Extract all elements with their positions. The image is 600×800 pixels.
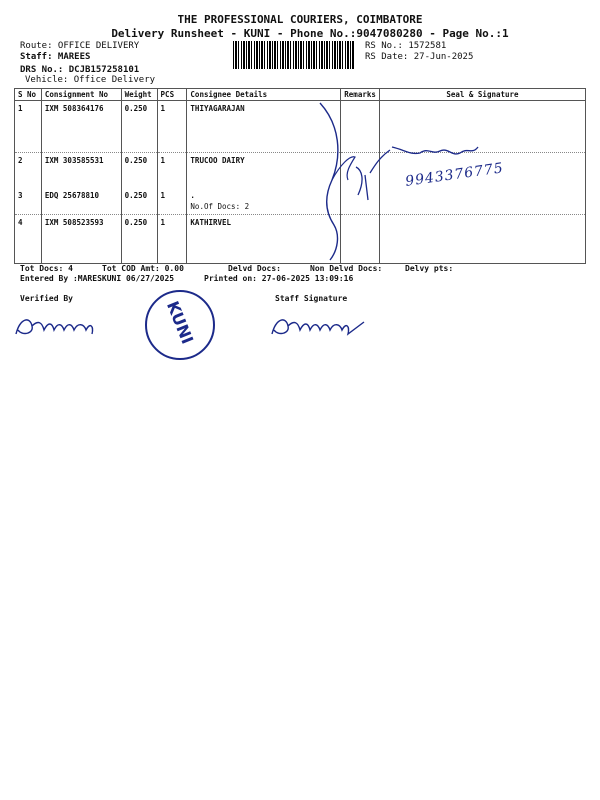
- rs-number: RS No.: 1572581: [365, 41, 447, 51]
- staff-signature-label: Staff Signature: [275, 294, 348, 303]
- cell-consignment: IXM 508523593: [41, 214, 121, 263]
- col-remarks: Remarks: [341, 89, 380, 101]
- verifier-signature: [12, 308, 102, 340]
- col-seal-signature: Seal & Signature: [379, 89, 585, 101]
- cell-consignee: KATHIRVEL: [187, 214, 341, 263]
- entered-by: Entered By :MARESKUNI 06/27/2025: [20, 274, 175, 283]
- barcode: [233, 41, 355, 69]
- cell-weight: 0.250: [121, 101, 157, 153]
- company-title: THE PROFESSIONAL COURIERS, COIMBATORE: [177, 13, 423, 26]
- col-consignee: Consignee Details: [187, 89, 341, 101]
- consignee-value: .: [190, 190, 195, 200]
- col-consignment: Consignment No: [41, 89, 121, 101]
- verified-by-label: Verified By: [20, 294, 73, 303]
- printed-on: Printed on: 27-06-2025 13:09:16: [204, 274, 354, 283]
- handwritten-phone: 9943376775: [404, 160, 505, 190]
- cell-weight: 0.250: [121, 188, 157, 215]
- staff-signature: [268, 308, 368, 340]
- no-of-docs: No.Of Docs: 2: [190, 201, 250, 211]
- staff-label: Staff: MAREES: [20, 52, 91, 62]
- cell-weight: 0.250: [121, 153, 157, 188]
- cell-sno: 1: [15, 101, 42, 153]
- cell-pcs: 1: [157, 101, 187, 153]
- col-pcs: PCS: [157, 89, 187, 101]
- cell-consignment: IXM 303585531: [41, 153, 121, 188]
- route-label: Route: OFFICE DELIVERY: [20, 41, 140, 51]
- cell-sno: 2: [15, 153, 42, 188]
- cell-pcs: 1: [157, 214, 187, 263]
- col-weight: Weight: [121, 89, 157, 101]
- cell-consignment: EDQ 25678810: [41, 188, 121, 215]
- total-cod: Tot COD Amt: 0.00: [102, 264, 184, 273]
- cell-pcs: 1: [157, 188, 187, 215]
- stamp-text: KUNI: [162, 298, 198, 347]
- runsheet-title: Delivery Runsheet - KUNI - Phone No.:9047080280 - Page No.:1: [111, 27, 509, 40]
- delivery-points: Delvy pts:: [405, 264, 454, 273]
- cell-sno: 3: [15, 188, 42, 215]
- cell-consignment: IXM 508364176: [41, 101, 121, 153]
- cell-consignee: TRUCOO DAIRY: [187, 153, 341, 188]
- rs-date: RS Date: 27-Jun-2025: [365, 52, 474, 62]
- cell-consignee: THIYAGARAJAN: [187, 101, 341, 153]
- cell-sno: 4: [15, 214, 42, 263]
- total-docs: Tot Docs: 4: [20, 264, 73, 273]
- vehicle-label: Vehicle: Office Delivery: [25, 75, 156, 85]
- non-delivered-docs: Non Delvd Docs:: [310, 264, 383, 273]
- delivered-docs: Delvd Docs:: [228, 264, 281, 273]
- cell-pcs: 1: [157, 153, 187, 188]
- col-sno: S No: [15, 89, 42, 101]
- drs-number: DRS No.: DCJB157258101: [20, 65, 140, 75]
- cell-weight: 0.250: [121, 214, 157, 263]
